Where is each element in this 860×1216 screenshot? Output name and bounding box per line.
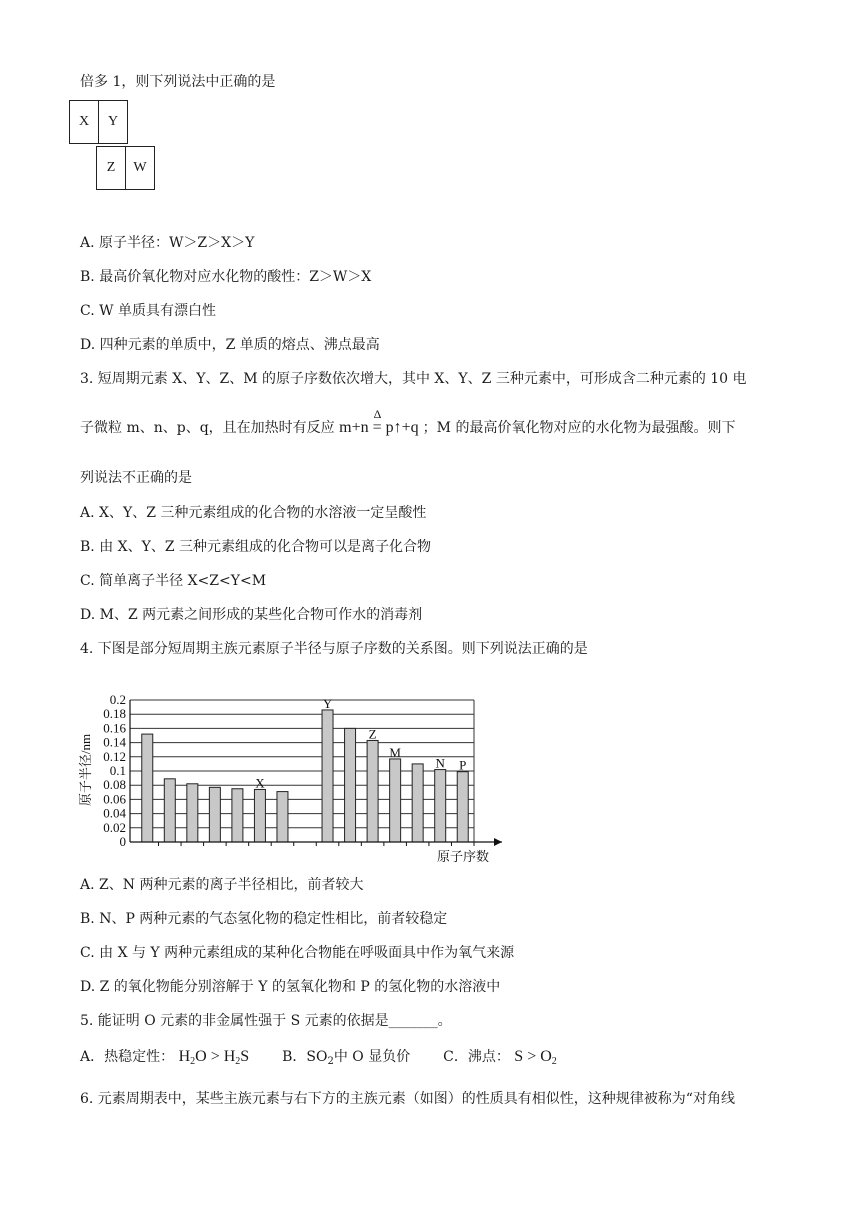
atomic-radius-chart [70, 690, 510, 870]
y-tick-label: 0 [119, 834, 126, 849]
q2-option-a: A. 原子半径：W＞Z＞X＞Y [80, 235, 255, 251]
equals-symbol: = [372, 419, 382, 436]
y-tick-label: 0.2 [109, 692, 126, 707]
q3-stem-line1: 3. 短周期元素 X、Y、Z、M 的原子序数依次增大，其中 X、Y、Z 三种元素中，可形成含二种元素的 10 电 [80, 371, 747, 387]
bar-label: M [389, 744, 401, 760]
x-axis-arrow [494, 838, 502, 846]
q3-line2-post: ；M 的最高价氧化物对应的水化物为最强酸。则下 [422, 420, 736, 436]
y-tick-label: 0.16 [103, 720, 126, 736]
formula-end: S [240, 1048, 250, 1065]
formula-sub: 2 [190, 1056, 196, 1067]
x-axis-label: 原子序数 [436, 849, 490, 864]
y-tick-label: 0.12 [103, 748, 126, 764]
reaction-equation [339, 407, 423, 436]
q3-option-b: B. 由 X、Y、Z 三种元素组成的化合物可以是离子化合物 [80, 539, 432, 555]
bar [232, 789, 243, 842]
q5-options [80, 1047, 557, 1072]
q4-option-a: A. Z、N 两种元素的离子半径相比，前者较大 [80, 877, 364, 893]
bar [209, 787, 220, 842]
q6-stem: 6. 元素周期表中，某些主族元素与右下方的主族元素（如图）的性质具有相似性，这种规律被称为“对角线 [80, 1091, 735, 1107]
y-tick-label: 0.1 [109, 763, 126, 778]
q4-option-b: B. N、P 两种元素的气态氢化物的稳定性相比，前者较稳定 [80, 911, 448, 927]
heat-equals-sign [372, 407, 382, 438]
y-axis-label: 原子半径/nm [78, 733, 93, 807]
q2-option-c: C. W 单质具有漂白性 [80, 303, 216, 319]
bar [435, 770, 446, 842]
q5-b-sub: 2 [327, 1056, 334, 1067]
formula-sub2: 2 [235, 1056, 241, 1067]
bar [367, 740, 378, 842]
bar [187, 784, 198, 842]
cell-w: W [125, 146, 155, 190]
q3-option-d: D. M、Z 两元素之间形成的某些化合物可作水的消毒剂 [80, 607, 423, 623]
q5-option-b-label: B．SO [282, 1049, 328, 1065]
q3-stem-line2 [80, 407, 736, 438]
c-sub: 2 [551, 1056, 557, 1067]
q2-option-b: B. 最高价氧化物对应水化物的酸性：Z＞W＞X [80, 269, 372, 285]
bar-label: N [435, 755, 445, 771]
bar [142, 734, 153, 842]
q4-stem: 4. 下图是部分短周期主族元素原子半径与原子序数的关系图。则下列说法正确的是 [80, 641, 588, 657]
q5-option-a-label: A．热稳定性： [80, 1049, 175, 1065]
q5-stem: 5. 能证明 O 元素的非金属性强于 S 元素的依据是_______。 [80, 1013, 452, 1029]
q3-stem-line3: 列说法不正确的是 [80, 470, 192, 486]
bar [390, 759, 401, 842]
q3-option-a: A. X、Y、Z 三种元素组成的化合物的水溶液一定呈酸性 [80, 505, 427, 521]
cell-z: Z [96, 146, 126, 190]
formula-h: H [178, 1048, 191, 1065]
c-formula: S > O [514, 1048, 552, 1065]
bar [457, 772, 468, 842]
y-tick-label: 0.04 [103, 805, 126, 821]
eq-right: p↑+q [385, 419, 419, 436]
intro-text: 倍多 1，则下列说法中正确的是 [80, 74, 276, 90]
q2-option-d: D. 四种元素的单质中，Z 单质的熔点、沸点最高 [80, 337, 380, 353]
bar [412, 764, 423, 842]
bar-label: Z [368, 726, 377, 742]
q5-option-c-label: C．沸点： [443, 1049, 510, 1065]
eq-left: m+n [339, 419, 369, 436]
q5-option-a-formula [179, 1048, 250, 1065]
cell-y: Y [98, 100, 128, 144]
bar [277, 792, 288, 842]
y-tick-label: 0.06 [103, 791, 126, 807]
bar-label: X [255, 775, 265, 791]
formula-rest: O > H [195, 1048, 236, 1065]
q4-option-c: C. 由 X 与 Y 两种元素组成的某种化合物能在呼吸面具中作为氧气来源 [80, 945, 515, 961]
bar-label: Y [322, 695, 333, 711]
bar [345, 728, 356, 842]
bar [254, 789, 265, 842]
bar [322, 710, 333, 842]
q3-option-c: C. 简单离子半径 X<Z<Y<M [80, 573, 267, 589]
y-tick-label: 0.14 [103, 734, 126, 750]
y-tick-label: 0.02 [103, 819, 126, 835]
chart-bars [142, 710, 468, 842]
q3-line2-pre: 子微粒 m、n、p、q，且在加热时有反应 [80, 420, 335, 436]
q5-option-b-rest: 中 O 显负价 [333, 1049, 411, 1065]
y-tick-label: 0.18 [103, 706, 126, 722]
q5-option-c-formula [514, 1048, 556, 1065]
bar-label: P [459, 757, 467, 773]
bar [164, 779, 175, 842]
delta-symbol: Δ [373, 407, 382, 421]
cell-x: X [69, 100, 99, 144]
y-tick-label: 0.08 [103, 777, 126, 793]
q4-option-d: D. Z 的氧化物能分别溶解于 Y 的氢氧化物和 P 的氢化物的水溶液中 [80, 979, 501, 995]
